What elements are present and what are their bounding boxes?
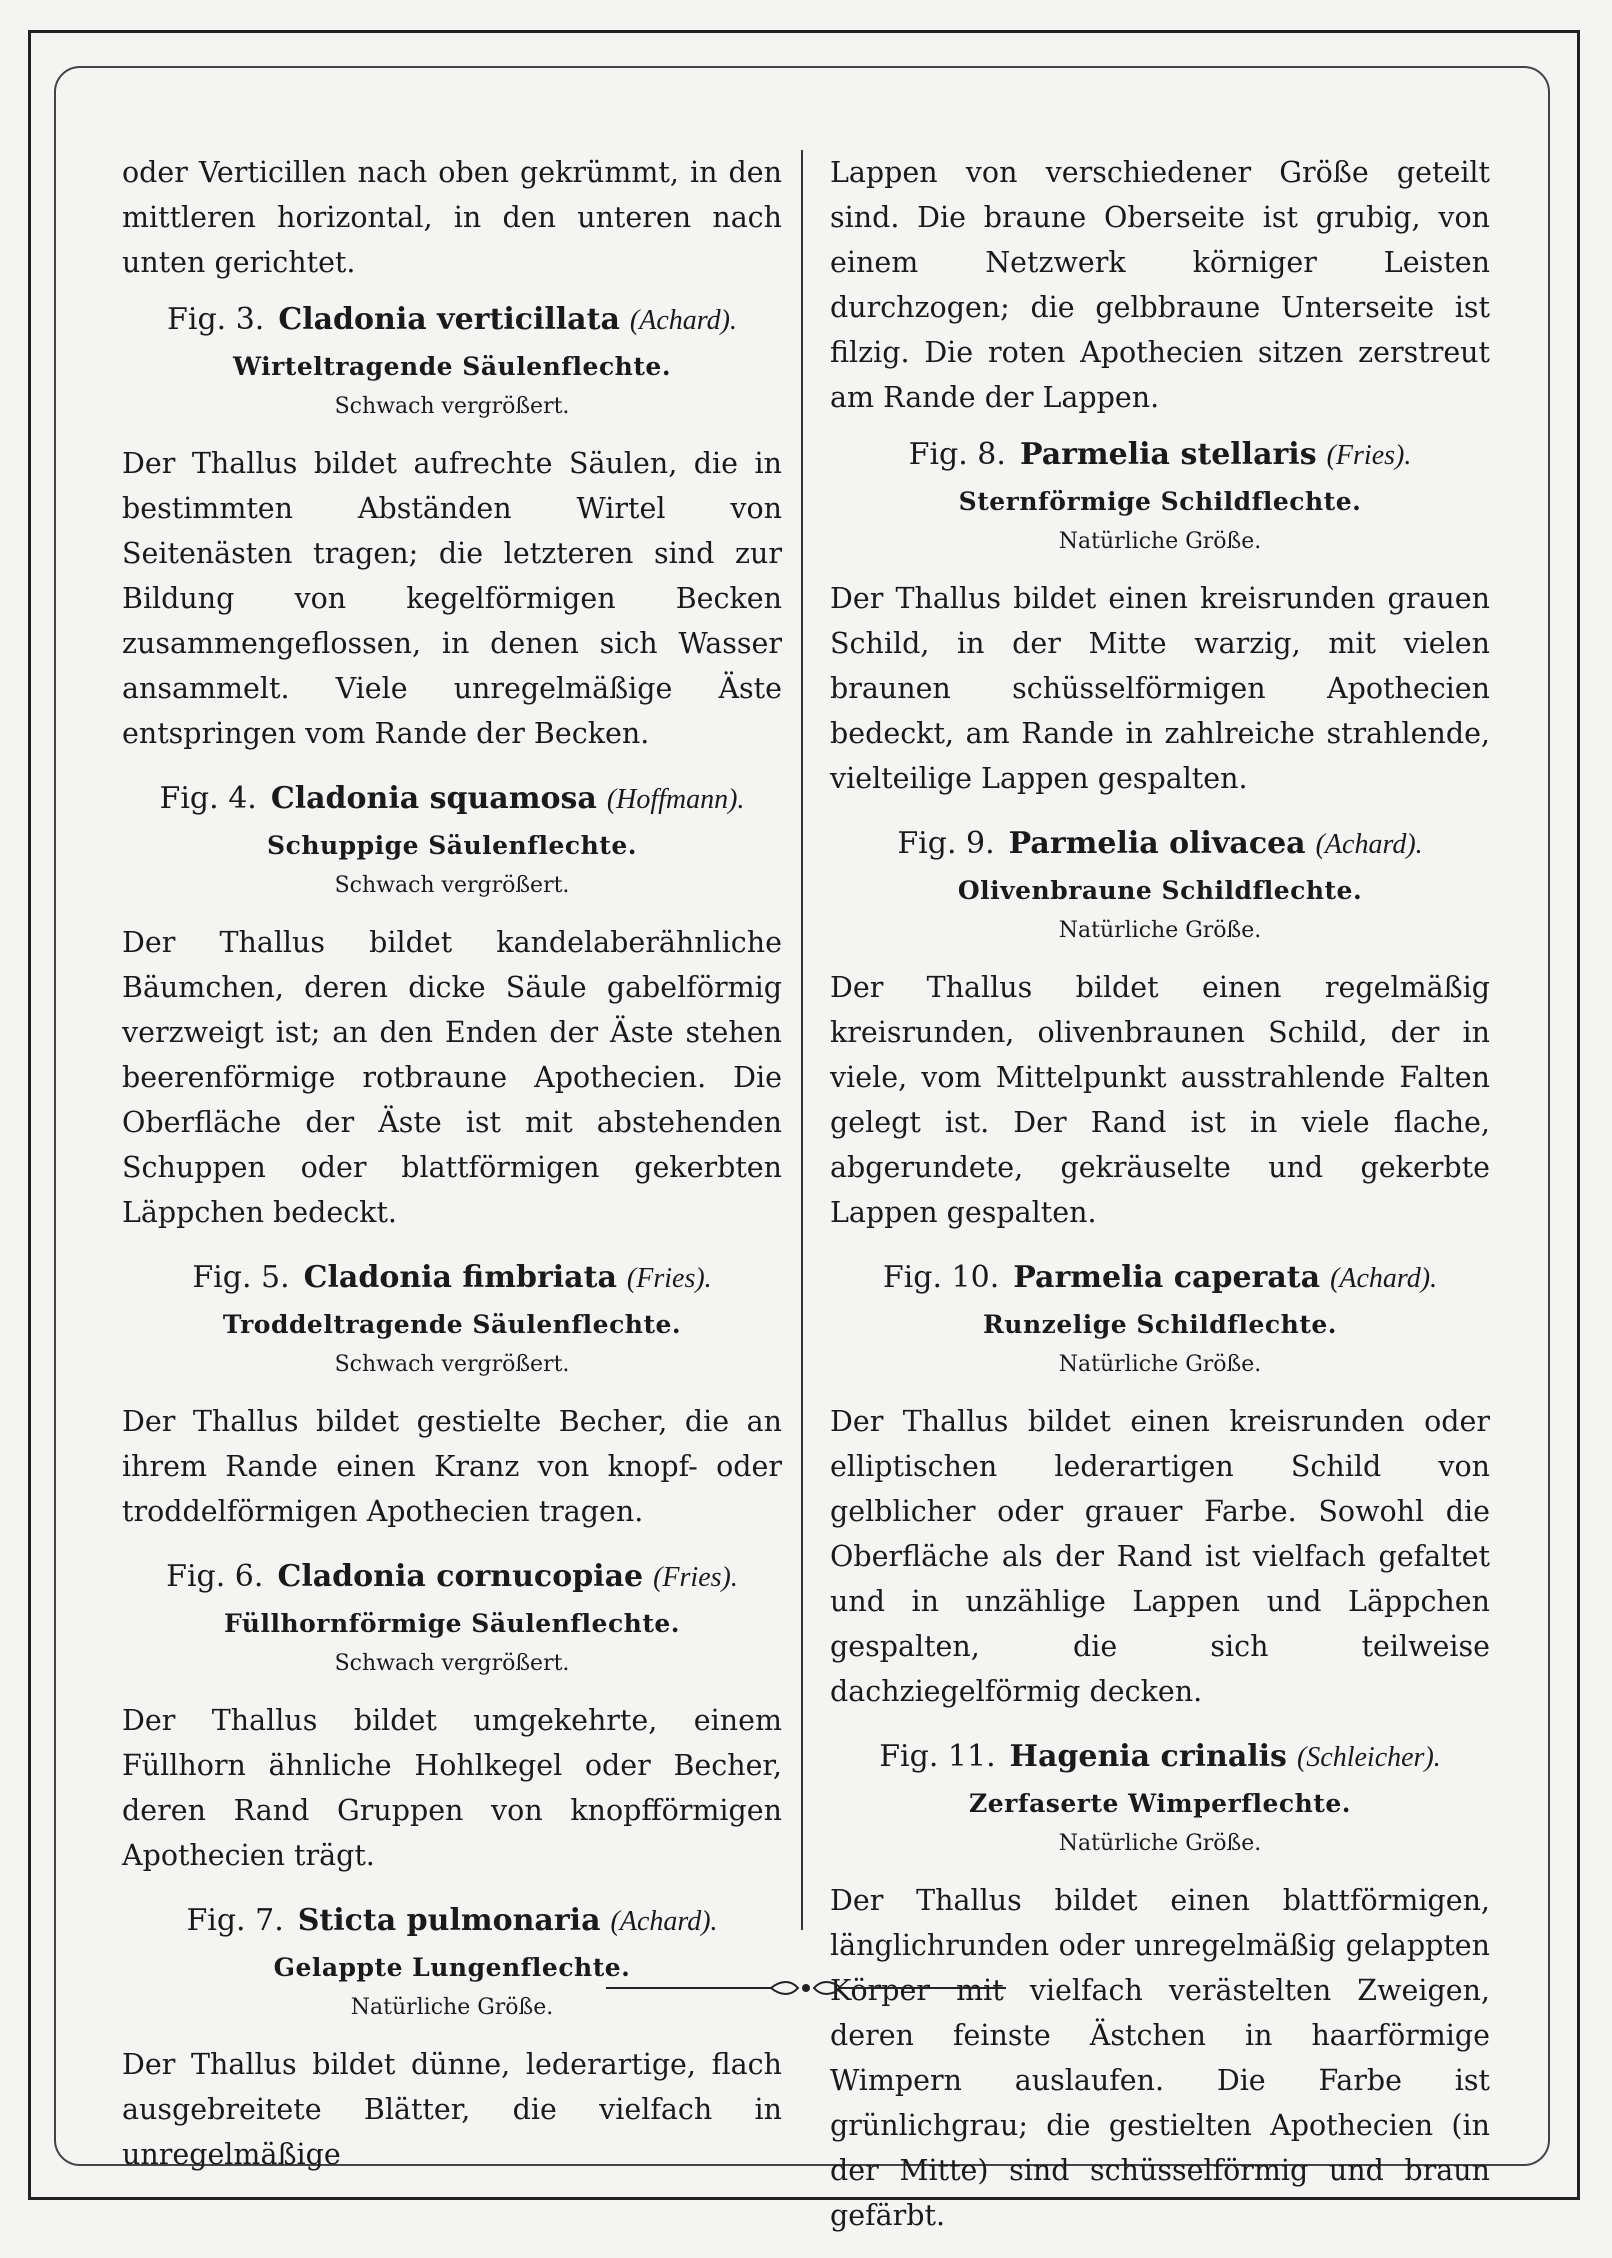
description-text: Der Thallus bildet umgekehrte, einem Füllhorn ähnliche Hohlkegel oder Becher, deren Rand Gruppen von knopfförmigen Apothecien trägt.	[122, 1704, 782, 1872]
figure-heading	[122, 776, 782, 826]
figure-heading	[830, 432, 1490, 482]
species-name: Cladonia verticillata	[278, 302, 620, 337]
figure-section-3	[122, 297, 782, 756]
figure-number: Fig. 9.	[897, 826, 995, 861]
species-author: (Fries).	[1326, 440, 1412, 471]
right-intro-text: Lappen von verschiedener Größe geteilt sind. Die braune Oberseite ist grubig, von einem Netzwerk körniger Leisten durchzogen; die gelbbraune Unterseite ist filzig. Die roten Apothecien sitzen zerstreut am Rande der Lappen.	[830, 156, 1490, 414]
species-name: Sticta pulmonaria	[297, 1903, 601, 1938]
species-name: Parmelia stellaris	[1019, 437, 1317, 472]
figure-heading	[830, 1255, 1490, 1305]
german-name: Sternförmige Schildflechte.	[958, 487, 1362, 516]
figure-number: Fig. 7.	[186, 1903, 284, 1938]
figure-heading	[122, 297, 782, 347]
magnification-note: Natürliche Größe.	[1058, 529, 1262, 554]
species-name: Cladonia squamosa	[270, 781, 597, 816]
species-author: (Achard).	[1330, 1263, 1438, 1294]
description-text: Der Thallus bildet gestielte Becher, die an ihrem Rande einen Kranz von knopf- oder troddelförmigen Apothecien tragen.	[122, 1405, 782, 1528]
magnification-note: Schwach vergrößert.	[334, 1651, 570, 1676]
figure-number: Fig. 10.	[882, 1260, 1000, 1295]
figure-section-5	[122, 1255, 782, 1534]
right-column	[830, 150, 1490, 2258]
left-column	[122, 150, 782, 2197]
figure-number: Fig. 6.	[166, 1559, 264, 1594]
species-author: (Achard).	[610, 1906, 718, 1937]
magnification-note: Schwach vergrößert.	[334, 394, 570, 419]
figure-number: Fig. 4.	[159, 781, 257, 816]
figure-section-9	[830, 821, 1490, 1235]
description-text: Der Thallus bildet kandelaberähnliche Bäumchen, deren dicke Säule gabelförmig verzweigt ist; an den Enden der Äste stehen beerenförmige rotbraune Apothecien. Die Oberfläche der Äste ist mit abstehenden Schuppen oder blattförmigen gekerbten Läppchen bedeckt.	[122, 926, 782, 1229]
magnification-note: Schwach vergrößert.	[334, 873, 570, 898]
description-text: Der Thallus bildet aufrechte Säulen, die in bestimmten Abständen Wirtel von Seitenästen tragen; die letzteren sind zur Bildung von kegelförmigen Becken zusammengeflossen, in denen sich Wasser ansammelt. Viele unregelmäßige Äste entspringen vom Rande der Becken.	[122, 447, 782, 750]
figure-section-4	[122, 776, 782, 1235]
figure-number: Fig. 3.	[167, 302, 265, 337]
species-author: (Achard).	[629, 305, 737, 336]
figure-heading	[830, 821, 1490, 871]
figure-heading	[122, 1255, 782, 1305]
figure-number: Fig. 11.	[879, 1739, 996, 1774]
figure-number: Fig. 8.	[908, 437, 1006, 472]
magnification-note: Schwach vergrößert.	[334, 1352, 570, 1377]
species-name: Hagenia crinalis	[1009, 1739, 1287, 1774]
german-name: Troddeltragende Säulenflechte.	[222, 1310, 682, 1339]
magnification-note: Natürliche Größe.	[1058, 1831, 1262, 1856]
figure-section-8	[830, 432, 1490, 801]
species-name: Cladonia fimbriata	[303, 1260, 617, 1295]
species-author: (Schleicher).	[1296, 1742, 1441, 1773]
species-author: (Fries).	[653, 1562, 738, 1593]
german-name: Zerfaserte Wimperflechte.	[969, 1789, 1351, 1818]
figure-heading	[122, 1554, 782, 1604]
german-name: Runzelige Schildflechte.	[983, 1310, 1337, 1339]
species-name: Parmelia olivacea	[1008, 826, 1306, 861]
description-text: Der Thallus bildet dünne, lederartige, flach ausgebreitete Blätter, die vielfach in unregelmäßige	[122, 2048, 782, 2171]
figure-heading	[830, 1734, 1490, 1784]
german-name: Schuppige Säulenflechte.	[267, 831, 637, 860]
german-name: Wirteltragende Säulenflechte.	[232, 352, 672, 381]
species-author: (Fries).	[626, 1263, 712, 1294]
species-author: (Achard).	[1315, 829, 1423, 860]
magnification-note: Natürliche Größe.	[1058, 918, 1262, 943]
species-name: Cladonia cornucopiae	[277, 1559, 644, 1594]
description-text: Der Thallus bildet einen kreisrunden oder elliptischen lederartigen Schild von gelblicher oder grauer Farbe. Sowohl die Oberfläche als der Rand ist vielfach gefaltet und in unzählige Lappen und Läppchen gespalten, die sich teilweise dachziegelförmig decken.	[830, 1405, 1490, 1708]
magnification-note: Natürliche Größe.	[350, 1995, 554, 2020]
description-text: Der Thallus bildet einen blattförmigen, länglichrunden oder unregelmäßig gelappten Körper mit vielfach verästelten Zweigen, deren feinste Ästchen in haarförmige Wimpern auslaufen. Die Farbe ist grünlichgrau; die gestielten Apothecien (in der Mitte) sind schüsselförmig und braun gefärbt.	[830, 1884, 1490, 2232]
german-name: Gelappte Lungenflechte.	[273, 1953, 631, 1982]
figure-section-6	[122, 1554, 782, 1878]
figure-number: Fig. 5.	[192, 1260, 290, 1295]
german-name: Füllhornförmige Säulenflechte.	[223, 1609, 681, 1638]
ornament-divider	[606, 1976, 1006, 2000]
left-intro-text: oder Verticillen nach oben gekrümmt, in den mittleren horizontal, in den unteren nach unten gerichtet.	[122, 156, 782, 279]
magnification-note: Natürliche Größe.	[1058, 1352, 1262, 1377]
german-name: Olivenbraune Schildflechte.	[957, 876, 1363, 905]
description-text: Der Thallus bildet einen regelmäßig kreisrunden, olivenbraunen Schild, der in viele, vom Mittelpunkt ausstrahlende Falten gelegt ist. Der Rand ist in viele flache, abgerundete, gekräuselte und gekerbte Lappen gespalten.	[830, 971, 1490, 1229]
description-text: Der Thallus bildet einen kreisrunden grauen Schild, in der Mitte warzig, mit vielen braunen schüsselförmigen Apothecien bedeckt, am Rande in zahlreiche strahlende, vielteilige Lappen gespalten.	[830, 582, 1490, 795]
figure-section-7	[122, 1898, 782, 2177]
figure-heading	[122, 1898, 782, 1948]
figure-section-10	[830, 1255, 1490, 1714]
species-author: (Hoffmann).	[606, 784, 745, 815]
column-divider	[801, 150, 803, 1930]
species-name: Parmelia caperata	[1013, 1260, 1321, 1295]
